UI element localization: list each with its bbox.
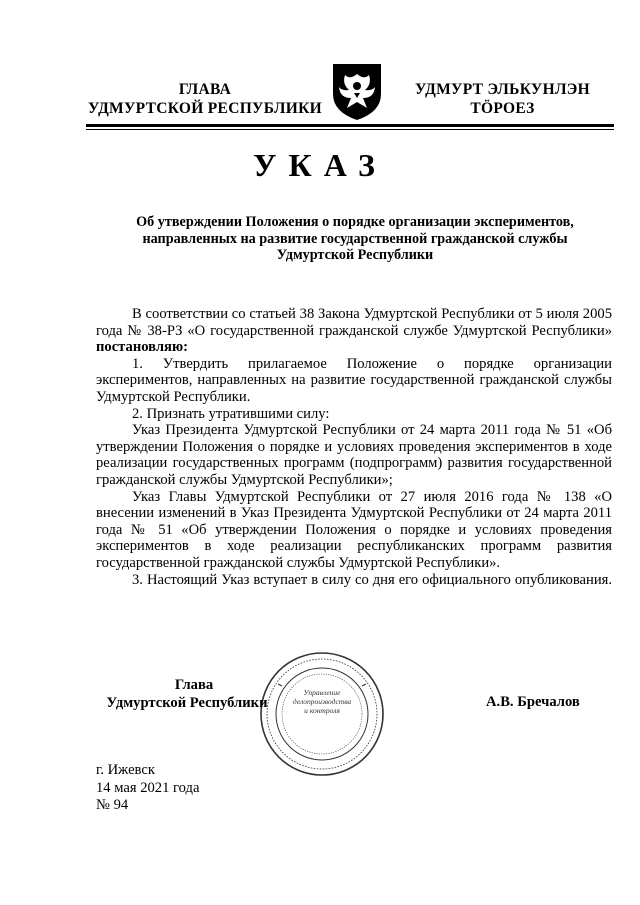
title-line: Об утверждении Положения о порядке организации экспериментов, <box>136 214 574 230</box>
seal-line: делопроизводства <box>292 697 352 706</box>
coat-of-arms-icon <box>329 60 385 122</box>
header-left <box>85 80 325 118</box>
document-type: УКАЗ <box>253 147 387 183</box>
decree-body <box>96 306 612 588</box>
body-paragraph: 2. Признать утратившими силу: <box>132 405 330 422</box>
body-paragraph: 3. Настоящий Указ вступает в силу со дня его официального опубликования. <box>132 571 612 588</box>
header-rule-thick <box>86 124 614 127</box>
decree-title <box>110 214 600 264</box>
header-left-line2: УДМУРТСКОЙ РЕСПУБЛИКИ <box>87 100 322 117</box>
body-paragraph: Указ Президента Удмуртской Республики от 24 марта 2011 года № 51 «Об утверждении Положения о порядке и условиях проведения экспериментов в ходе реализации государственных программ (подпрограмм) развития государственной гражданской службы Удмуртской Республики»; <box>96 422 612 488</box>
preamble-text: В соответствии со статьей 38 Закона Удмуртской Республики от 5 июля 2005 года № 38-РЗ «О государственной гражданской службе Удмуртской Республики» <box>96 306 612 339</box>
signatory-position <box>102 676 272 712</box>
header-rule-thin <box>86 129 614 130</box>
document-number: № 94 <box>96 797 129 813</box>
title-line: направленных на развитие государственной гражданской службы <box>142 230 568 247</box>
header-right-line2: ТӦРОЕЗ <box>470 100 535 117</box>
seal-line: Управление <box>303 688 341 697</box>
seal-line: и контроля <box>304 706 340 715</box>
seal-inscription <box>290 688 354 715</box>
body-paragraph: Указ Главы Удмуртской Республики от 27 июля 2016 года № 138 «О внесении изменений в Указ Президента Удмуртской Республики от 24 марта 2011 года № 51 «Об утверждении Положения о порядке и условиях проведения экспериментов в ходе реализации республиканских программ развития государственной гражданской службы Удмуртской Республики». <box>96 488 612 571</box>
header-right-line1: УДМУРТ ЭЛЬКУНЛЭН <box>415 81 590 98</box>
document-details <box>96 762 199 815</box>
position-line: Удмуртской Республики <box>106 695 268 711</box>
city: г. Ижевск <box>96 762 155 778</box>
header-right <box>400 80 605 118</box>
body-paragraph <box>96 306 612 356</box>
signatory-name: А.В. Бречалов <box>486 694 580 710</box>
header-left-line1: ГЛАВА <box>178 81 232 98</box>
position-line: Глава <box>174 677 214 693</box>
decree-keyword: постановляю: <box>96 339 188 356</box>
title-line: Удмуртской Республики <box>276 247 434 263</box>
body-paragraph: 1. Утвердить прилагаемое Положение о порядке организации экспериментов, направленных на развитие государственной гражданской службы Удмуртской Республики. <box>96 355 612 405</box>
date: 14 мая 2021 года <box>96 779 200 796</box>
